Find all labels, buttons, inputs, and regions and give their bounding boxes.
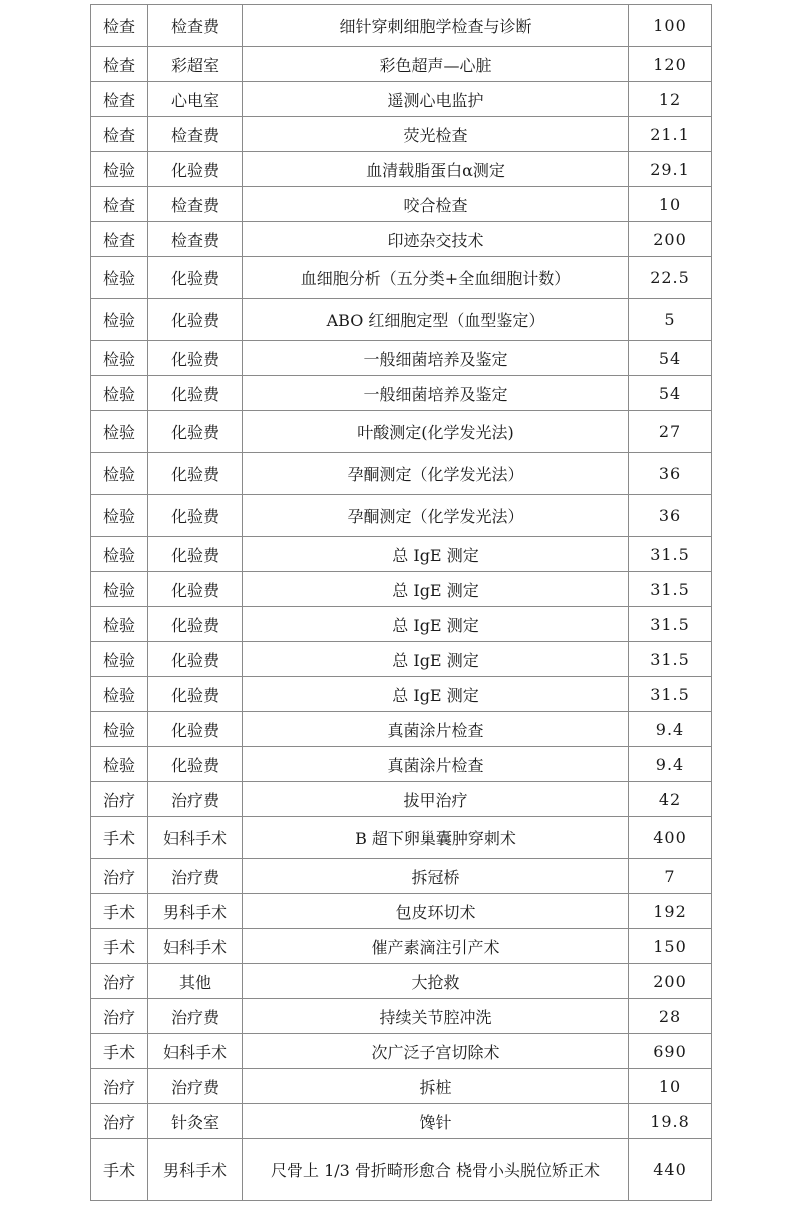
table-row xyxy=(91,859,712,894)
department-cell: 化验费 xyxy=(148,411,243,453)
table-row xyxy=(91,712,712,747)
category-cell: 检验 xyxy=(91,299,148,341)
fee-table xyxy=(90,4,712,1201)
department-cell: 治疗费 xyxy=(148,999,243,1034)
price-cell: 31.5 xyxy=(629,677,712,712)
fee-table-body xyxy=(91,5,712,1201)
table-row xyxy=(91,572,712,607)
category-cell: 检验 xyxy=(91,572,148,607)
price-cell: 31.5 xyxy=(629,642,712,677)
department-cell: 治疗费 xyxy=(148,1069,243,1104)
category-cell: 治疗 xyxy=(91,1069,148,1104)
table-row xyxy=(91,964,712,999)
item-name-cell: 包皮环切术 xyxy=(243,894,629,929)
table-row xyxy=(91,1069,712,1104)
department-cell: 化验费 xyxy=(148,572,243,607)
item-name-cell: 总 IgE 测定 xyxy=(243,537,629,572)
item-name-cell: 总 IgE 测定 xyxy=(243,677,629,712)
department-cell: 化验费 xyxy=(148,453,243,495)
table-row xyxy=(91,1139,712,1201)
table-row xyxy=(91,257,712,299)
category-cell: 治疗 xyxy=(91,964,148,999)
item-name-cell: 总 IgE 测定 xyxy=(243,607,629,642)
category-cell: 检查 xyxy=(91,47,148,82)
price-cell: 200 xyxy=(629,222,712,257)
item-name-cell: 一般细菌培养及鉴定 xyxy=(243,376,629,411)
item-name-cell: 拔甲治疗 xyxy=(243,782,629,817)
department-cell: 化验费 xyxy=(148,257,243,299)
table-row xyxy=(91,495,712,537)
table-row xyxy=(91,376,712,411)
department-cell: 化验费 xyxy=(148,299,243,341)
price-cell: 19.8 xyxy=(629,1104,712,1139)
department-cell: 化验费 xyxy=(148,376,243,411)
item-name-cell: 血清载脂蛋白α测定 xyxy=(243,152,629,187)
item-name-cell: 咬合检查 xyxy=(243,187,629,222)
table-row xyxy=(91,5,712,47)
price-cell: 9.4 xyxy=(629,747,712,782)
table-row xyxy=(91,747,712,782)
department-cell: 化验费 xyxy=(148,152,243,187)
item-name-cell: 尺骨上 1/3 骨折畸形愈合 桡骨小头脱位矫正术 xyxy=(243,1139,629,1201)
price-cell: 31.5 xyxy=(629,537,712,572)
item-name-cell: 叶酸测定(化学发光法) xyxy=(243,411,629,453)
item-name-cell: 次广泛子宫切除术 xyxy=(243,1034,629,1069)
category-cell: 检查 xyxy=(91,187,148,222)
price-cell: 42 xyxy=(629,782,712,817)
category-cell: 手术 xyxy=(91,1139,148,1201)
category-cell: 检查 xyxy=(91,117,148,152)
price-cell: 27 xyxy=(629,411,712,453)
category-cell: 检验 xyxy=(91,341,148,376)
category-cell: 检验 xyxy=(91,677,148,712)
department-cell: 化验费 xyxy=(148,341,243,376)
category-cell: 检验 xyxy=(91,453,148,495)
category-cell: 检查 xyxy=(91,82,148,117)
category-cell: 手术 xyxy=(91,894,148,929)
category-cell: 检验 xyxy=(91,495,148,537)
item-name-cell: 荧光检查 xyxy=(243,117,629,152)
price-cell: 29.1 xyxy=(629,152,712,187)
category-cell: 检验 xyxy=(91,257,148,299)
item-name-cell: ABO 红细胞定型（血型鉴定） xyxy=(243,299,629,341)
item-name-cell: 催产素滴注引产术 xyxy=(243,929,629,964)
table-row xyxy=(91,817,712,859)
department-cell: 化验费 xyxy=(148,537,243,572)
department-cell: 心电室 xyxy=(148,82,243,117)
item-name-cell: 大抢救 xyxy=(243,964,629,999)
item-name-cell: 血细胞分析（五分类+全血细胞计数） xyxy=(243,257,629,299)
price-cell: 5 xyxy=(629,299,712,341)
price-cell: 192 xyxy=(629,894,712,929)
table-row xyxy=(91,607,712,642)
category-cell: 检验 xyxy=(91,537,148,572)
department-cell: 化验费 xyxy=(148,677,243,712)
price-cell: 10 xyxy=(629,1069,712,1104)
category-cell: 检验 xyxy=(91,712,148,747)
price-cell: 690 xyxy=(629,1034,712,1069)
item-name-cell: 持续关节腔冲洗 xyxy=(243,999,629,1034)
price-cell: 54 xyxy=(629,376,712,411)
table-row xyxy=(91,453,712,495)
category-cell: 检查 xyxy=(91,5,148,47)
item-name-cell: 孕酮测定（化学发光法） xyxy=(243,453,629,495)
category-cell: 手术 xyxy=(91,929,148,964)
department-cell: 化验费 xyxy=(148,712,243,747)
department-cell: 治疗费 xyxy=(148,782,243,817)
item-name-cell: 彩色超声—心脏 xyxy=(243,47,629,82)
department-cell: 妇科手术 xyxy=(148,1034,243,1069)
table-row xyxy=(91,411,712,453)
category-cell: 检验 xyxy=(91,411,148,453)
table-row xyxy=(91,222,712,257)
price-cell: 54 xyxy=(629,341,712,376)
department-cell: 治疗费 xyxy=(148,859,243,894)
table-row xyxy=(91,82,712,117)
item-name-cell: 总 IgE 测定 xyxy=(243,642,629,677)
department-cell: 检查费 xyxy=(148,222,243,257)
department-cell: 男科手术 xyxy=(148,894,243,929)
item-name-cell: 真菌涂片检查 xyxy=(243,747,629,782)
category-cell: 手术 xyxy=(91,817,148,859)
item-name-cell: 真菌涂片检查 xyxy=(243,712,629,747)
table-row xyxy=(91,929,712,964)
table-row xyxy=(91,152,712,187)
table-row xyxy=(91,341,712,376)
category-cell: 检验 xyxy=(91,607,148,642)
table-row xyxy=(91,187,712,222)
item-name-cell: 总 IgE 测定 xyxy=(243,572,629,607)
department-cell: 男科手术 xyxy=(148,1139,243,1201)
item-name-cell: B 超下卵巢囊肿穿刺术 xyxy=(243,817,629,859)
item-name-cell: 拆桩 xyxy=(243,1069,629,1104)
department-cell: 其他 xyxy=(148,964,243,999)
department-cell: 化验费 xyxy=(148,747,243,782)
item-name-cell: 细针穿刺细胞学检查与诊断 xyxy=(243,5,629,47)
department-cell: 妇科手术 xyxy=(148,817,243,859)
table-row xyxy=(91,782,712,817)
category-cell: 检验 xyxy=(91,376,148,411)
department-cell: 针灸室 xyxy=(148,1104,243,1139)
table-row xyxy=(91,642,712,677)
department-cell: 妇科手术 xyxy=(148,929,243,964)
table-row xyxy=(91,47,712,82)
price-cell: 31.5 xyxy=(629,572,712,607)
table-row xyxy=(91,1034,712,1069)
category-cell: 治疗 xyxy=(91,999,148,1034)
price-cell: 440 xyxy=(629,1139,712,1201)
price-cell: 120 xyxy=(629,47,712,82)
table-row xyxy=(91,999,712,1034)
department-cell: 彩超室 xyxy=(148,47,243,82)
department-cell: 检查费 xyxy=(148,187,243,222)
category-cell: 检验 xyxy=(91,747,148,782)
price-cell: 100 xyxy=(629,5,712,47)
category-cell: 检验 xyxy=(91,152,148,187)
price-cell: 36 xyxy=(629,453,712,495)
price-cell: 28 xyxy=(629,999,712,1034)
item-name-cell: 拆冠桥 xyxy=(243,859,629,894)
price-cell: 31.5 xyxy=(629,607,712,642)
price-cell: 21.1 xyxy=(629,117,712,152)
department-cell: 检查费 xyxy=(148,5,243,47)
price-cell: 36 xyxy=(629,495,712,537)
table-row xyxy=(91,299,712,341)
table-row xyxy=(91,1104,712,1139)
price-cell: 10 xyxy=(629,187,712,222)
item-name-cell: 一般细菌培养及鉴定 xyxy=(243,341,629,376)
category-cell: 治疗 xyxy=(91,1104,148,1139)
table-row xyxy=(91,117,712,152)
price-cell: 9.4 xyxy=(629,712,712,747)
price-cell: 150 xyxy=(629,929,712,964)
item-name-cell: 印迹杂交技术 xyxy=(243,222,629,257)
category-cell: 检查 xyxy=(91,222,148,257)
department-cell: 化验费 xyxy=(148,495,243,537)
item-name-cell: 孕酮测定（化学发光法） xyxy=(243,495,629,537)
item-name-cell: 馋针 xyxy=(243,1104,629,1139)
price-cell: 22.5 xyxy=(629,257,712,299)
category-cell: 手术 xyxy=(91,1034,148,1069)
price-cell: 7 xyxy=(629,859,712,894)
department-cell: 化验费 xyxy=(148,642,243,677)
price-cell: 200 xyxy=(629,964,712,999)
department-cell: 检查费 xyxy=(148,117,243,152)
table-row xyxy=(91,894,712,929)
item-name-cell: 遥测心电监护 xyxy=(243,82,629,117)
category-cell: 检验 xyxy=(91,642,148,677)
price-cell: 12 xyxy=(629,82,712,117)
table-row xyxy=(91,537,712,572)
table-row xyxy=(91,677,712,712)
category-cell: 治疗 xyxy=(91,782,148,817)
department-cell: 化验费 xyxy=(148,607,243,642)
category-cell: 治疗 xyxy=(91,859,148,894)
price-cell: 400 xyxy=(629,817,712,859)
